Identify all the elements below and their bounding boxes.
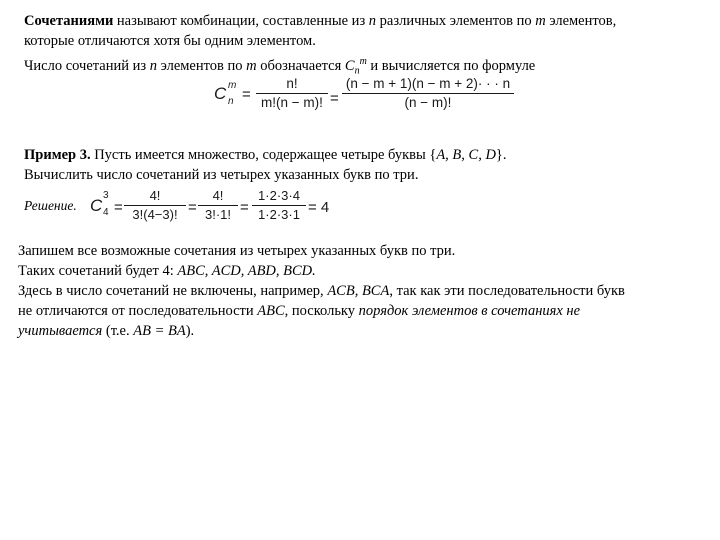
conclusion-line-1: Запишем все возможные сочетания из четырех указанных букв по три. (18, 243, 456, 259)
text-span: не отличаются от последовательности (18, 303, 258, 319)
text-span: (т.е. (102, 323, 134, 339)
sub: n (228, 96, 234, 107)
example-label: Пример 3. (24, 147, 91, 163)
solution-c (90, 196, 102, 216)
text-span: обозначается (256, 57, 345, 74)
symbol-c: C (344, 57, 355, 74)
emphasis-text: учитывается (18, 323, 103, 339)
text-span: различных элементов по (376, 13, 536, 29)
text-span: элементов, (545, 13, 617, 29)
f2-num: 4! (198, 188, 238, 206)
f3-num: 1·2·3·4 (252, 188, 306, 206)
formula-eq-2: = (330, 90, 339, 107)
solution-frac-1 (124, 188, 186, 222)
symbol-sub: n (354, 65, 360, 77)
formula-eq-1: = (242, 86, 251, 103)
conclusion-line-4 (18, 302, 580, 321)
sequence-abc: ABC (257, 303, 285, 319)
text-span: элементов по (157, 57, 247, 74)
f2-den: 3!·1! (204, 207, 231, 222)
var-n: n (368, 13, 377, 29)
text-span: Число сочетаний из (24, 57, 150, 74)
label-text: Решение. (24, 198, 77, 213)
term-combinations: Сочетаниями (24, 13, 114, 29)
formula-lhs-sup (228, 80, 236, 91)
formula-fraction-2 (342, 76, 514, 110)
formula-lhs (214, 84, 226, 104)
solution-eq-2: = (188, 199, 197, 216)
excluded-sequences: ACB, BCA (327, 283, 390, 299)
conclusion-line-3 (18, 282, 625, 301)
var-m: m (246, 57, 257, 74)
intro-line-2: которые отличаются хотя бы одним элементом. (24, 33, 316, 49)
var-n: n (149, 57, 157, 74)
formula-fraction-1 (256, 76, 328, 110)
f3-den: 1·2·3·1 (258, 207, 300, 222)
text-span: , так как эти последовательности букв (389, 283, 625, 299)
combination-list: ABC, ACD, ABD, BCD. (177, 263, 316, 279)
solution-sub: 4 (103, 207, 109, 218)
example-line-2: Вычислить число сочетаний из четырех указанных букв по три. (24, 167, 419, 183)
text-span: Пусть имеется множество, содержащее четыре буквы { (90, 147, 437, 163)
frac1-numerator: n! (256, 76, 328, 94)
equality-ab-ba: AB = BA (133, 323, 186, 339)
f1-den: 3!(4−3)! (132, 207, 178, 222)
text-span: }. (495, 147, 507, 163)
solution-frac-2 (198, 188, 238, 222)
text-span: называют комбинации, составленные из (113, 13, 369, 29)
conclusion-line-2 (18, 262, 316, 281)
frac2-numerator: (n − m + 1)(n − m + 2)· · · n (342, 76, 514, 94)
frac2-denominator: (n − m)! (404, 95, 452, 110)
text-span: , поскольку (284, 303, 359, 319)
text-span: Таких сочетаний будет 4: (18, 263, 178, 279)
sup: m (228, 80, 237, 91)
var-m: m (535, 13, 546, 29)
solution-eq-1: = (114, 199, 123, 216)
intro-line-1 (24, 12, 616, 31)
emphasis-text: порядок элементов в сочетаниях не (358, 303, 581, 319)
solution-eq-3: = (240, 199, 249, 216)
f1-num: 4! (124, 188, 186, 206)
example-line-1 (24, 146, 507, 165)
symbol-sup: m (359, 56, 367, 67)
solution-sup: 3 (103, 190, 109, 201)
text-span: и вычисляется по формуле (366, 57, 536, 74)
solution-result: = 4 (308, 199, 330, 216)
text-span: Здесь в число сочетаний не включены, например, (18, 283, 328, 299)
formula-lhs-sub (228, 96, 234, 107)
c: C (90, 196, 103, 215)
text-span: ). (185, 323, 195, 339)
example-letters: A, B, C, D (436, 147, 496, 163)
lhs-c: C (214, 84, 227, 103)
conclusion-line-5 (18, 322, 194, 341)
solution-frac-3 (252, 188, 306, 222)
solution-label (24, 196, 77, 215)
frac1-denominator: m!(n − m)! (261, 95, 323, 110)
